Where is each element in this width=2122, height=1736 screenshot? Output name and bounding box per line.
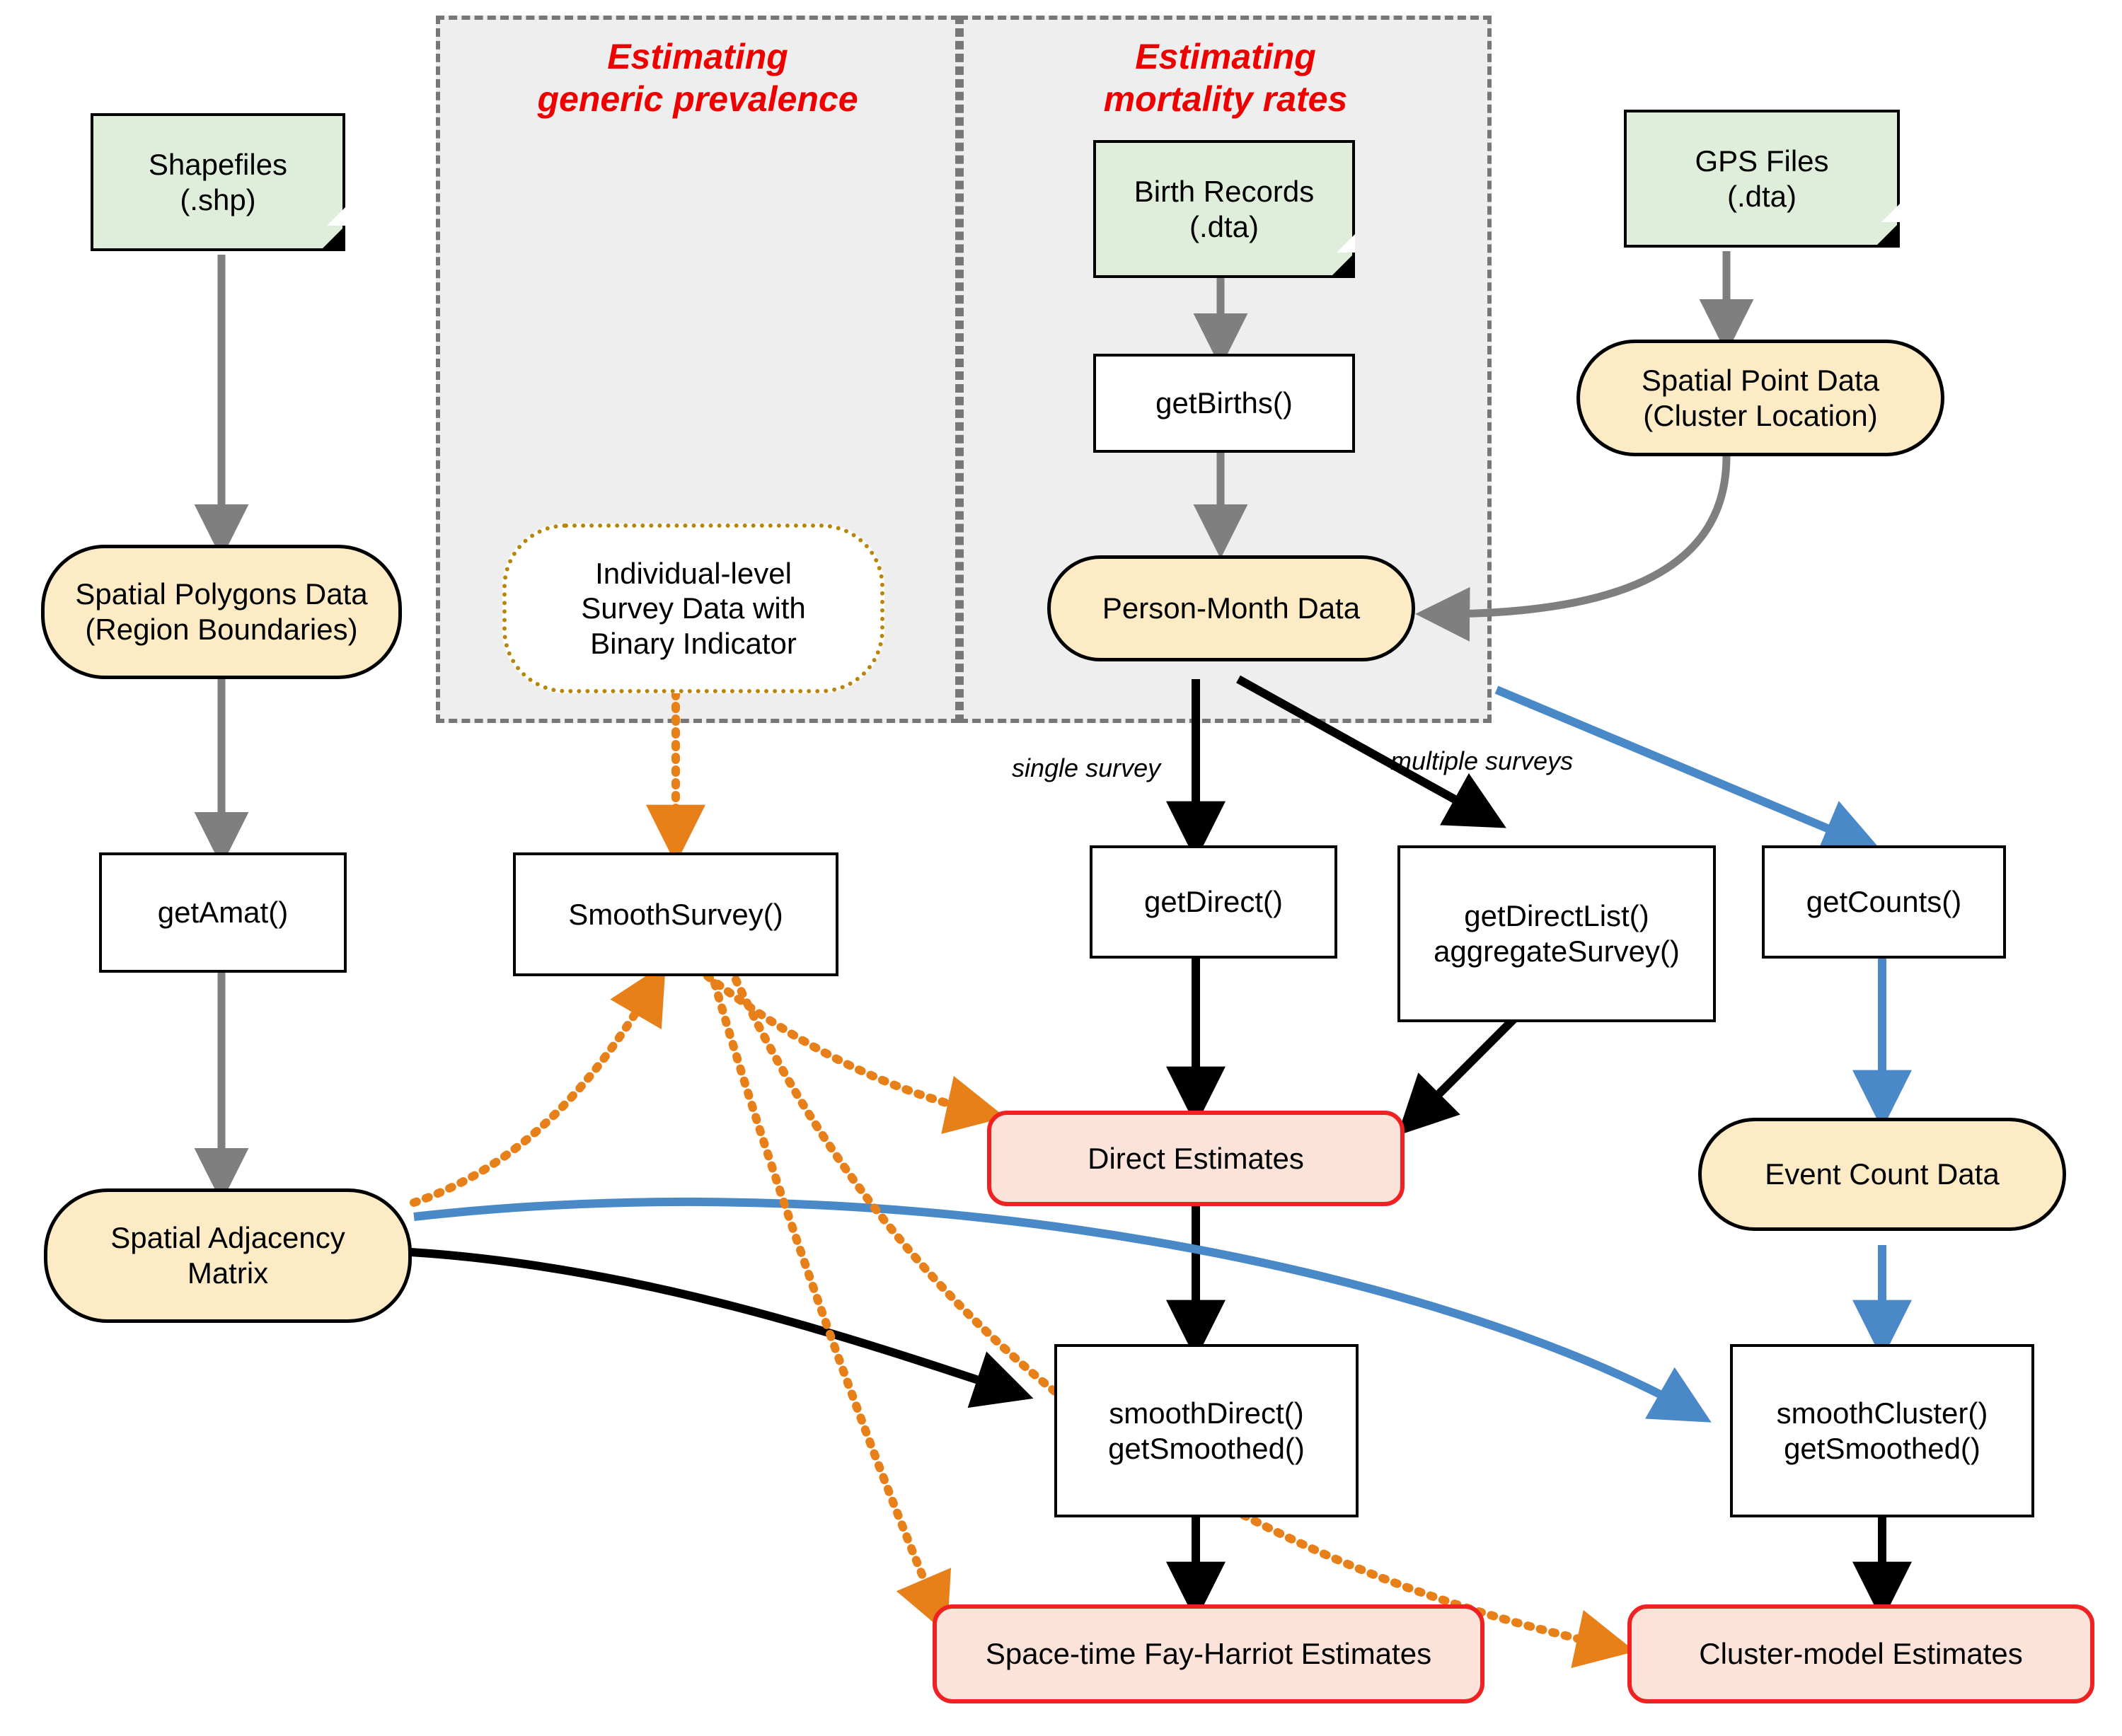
node-getdirectlist-function	[1397, 845, 1716, 1022]
node-individual-survey-line3: Binary Indicator	[590, 626, 797, 660]
node-getcounts-label: getCounts()	[1806, 885, 1962, 919]
panel-mortality-title	[974, 35, 1477, 120]
node-getamat-function	[99, 852, 347, 973]
node-direct-estimates-label: Direct Estimates	[1088, 1141, 1304, 1175]
file-corner-fold-icon	[1330, 253, 1355, 278]
node-getdirect-label: getDirect()	[1143, 885, 1284, 919]
node-smoothdirect-function	[1054, 1344, 1359, 1517]
node-smoothdirect-line2: getSmoothed()	[1108, 1431, 1305, 1465]
node-person-month-data	[1047, 555, 1415, 661]
node-getamat-label: getAmat()	[157, 896, 289, 930]
node-event-count-data	[1698, 1118, 2066, 1231]
node-getbirths-label: getBirths()	[1155, 386, 1293, 420]
node-getbirths-function	[1093, 354, 1355, 453]
panel-prevalence-title-line1: Estimating	[607, 37, 788, 76]
node-smoothcluster-line2: getSmoothed()	[1784, 1431, 1980, 1465]
node-gps-files-line2: (.dta)	[1726, 179, 1797, 213]
node-birth-records	[1093, 140, 1355, 278]
node-shapefiles	[91, 113, 345, 251]
node-individual-survey-line2: Survey Data with	[581, 591, 806, 625]
edge-label-multiple-surveys: multiple surveys	[1390, 746, 1574, 775]
node-individual-level-survey-data	[502, 523, 884, 693]
node-spatial-polygons-line1: Spatial Polygons Data	[75, 577, 368, 611]
node-cluster-model-estimates	[1627, 1604, 2094, 1703]
node-smoothcluster-line1: smoothCluster()	[1776, 1396, 1988, 1430]
file-corner-fold-icon	[320, 226, 345, 251]
node-space-time-fay-harriot-estimates	[933, 1604, 1484, 1703]
file-corner-fold-icon	[1874, 222, 1900, 248]
panel-mortality-title-line2: mortality rates	[1103, 79, 1348, 119]
node-shapefiles-line1: Shapefiles	[148, 147, 288, 181]
node-direct-estimates	[987, 1111, 1405, 1206]
node-adjacency-line2: Matrix	[187, 1256, 269, 1290]
node-birth-records-line1: Birth Records	[1134, 174, 1315, 208]
node-event-count-label: Event Count Data	[1765, 1157, 2000, 1191]
panel-prevalence-title-line2: generic prevalence	[537, 79, 858, 119]
node-person-month-label: Person-Month Data	[1102, 591, 1361, 625]
node-getdirectlist-line1: getDirectList()	[1464, 899, 1649, 933]
node-smoothdirect-line1: smoothDirect()	[1109, 1396, 1304, 1430]
node-birth-records-line2: (.dta)	[1189, 209, 1259, 243]
node-spatial-polygons-line2: (Region Boundaries)	[85, 613, 358, 646]
panel-mortality-title-line1: Estimating	[1135, 37, 1316, 76]
node-smoothcluster-function	[1730, 1344, 2034, 1517]
node-cluster-estimates-label: Cluster-model Estimates	[1699, 1637, 2023, 1671]
node-smoothsurvey-function	[513, 852, 838, 976]
node-getcounts-function	[1762, 845, 2006, 959]
panel-prevalence-title	[450, 35, 945, 120]
node-individual-survey-line1: Individual-level	[595, 556, 792, 590]
node-getdirectlist-line2: aggregateSurvey()	[1434, 934, 1680, 968]
node-spatial-point-line2: (Cluster Location)	[1643, 398, 1878, 432]
node-gps-files-line1: GPS Files	[1695, 144, 1829, 178]
node-adjacency-line1: Spatial Adjacency	[110, 1221, 345, 1255]
node-spatial-point-line1: Spatial Point Data	[1641, 363, 1880, 397]
edge-label-single-survey: single survey	[1012, 753, 1161, 782]
node-shapefiles-line2: (.shp)	[180, 183, 256, 216]
node-smoothsurvey-label: SmoothSurvey()	[568, 897, 783, 931]
node-spatial-adjacency-matrix	[44, 1188, 412, 1323]
node-gps-files	[1624, 110, 1900, 248]
node-spatial-polygons-data	[41, 545, 402, 679]
node-spatial-point-data	[1576, 340, 1944, 456]
node-fh-estimates-label: Space-time Fay-Harriot Estimates	[985, 1637, 1432, 1671]
node-getdirect-function	[1090, 845, 1337, 959]
